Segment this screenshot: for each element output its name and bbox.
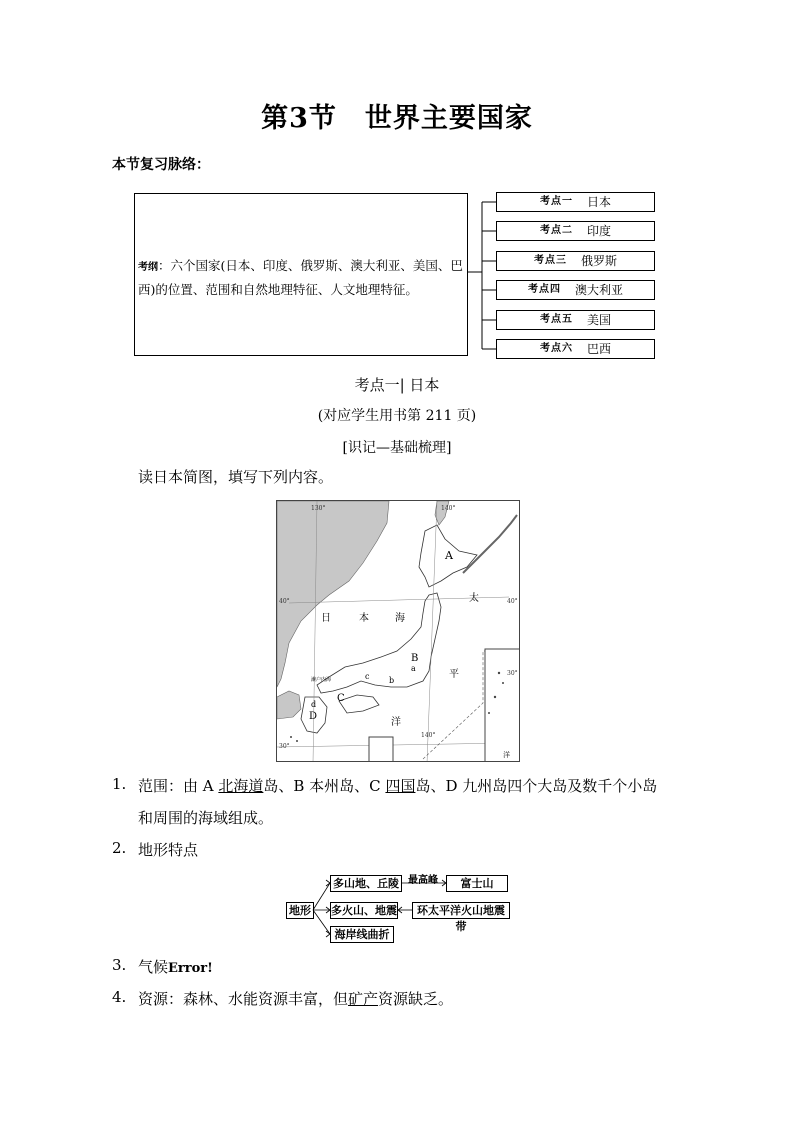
topic-name: 俄罗斯: [580, 254, 617, 268]
topic-5: [496, 310, 655, 330]
item-1-line2: 和周围的海域组成。: [138, 809, 274, 827]
map-letter: D: [309, 711, 318, 722]
item-1-text: [138, 775, 657, 796]
lon-label: 140°: [441, 505, 456, 512]
lat-label: 30°: [279, 743, 290, 750]
bracket-heading: [识记—基础梳理]: [342, 440, 452, 456]
topic-6: [496, 339, 655, 359]
topic-key: 考点五: [539, 314, 573, 325]
map-letter: B: [411, 653, 419, 664]
sea-char: 海: [395, 613, 405, 624]
map-letter: c: [365, 672, 370, 681]
topic-3: [496, 251, 655, 271]
item-1-part: 岛、B 本州岛、C: [263, 777, 386, 795]
belt-box: 环太平洋火山地震带: [412, 902, 510, 919]
answer-minerals: 矿产: [348, 990, 379, 1008]
page-ref: (对应学生用书第 211 页): [317, 408, 477, 424]
topic-name: 印度: [586, 224, 611, 238]
map-letter: C: [337, 693, 345, 704]
sea-char: 日: [321, 613, 331, 624]
terrain-root: 地形: [286, 902, 314, 919]
ocean-char: 平: [449, 669, 459, 680]
topic-2: [496, 221, 655, 241]
instruction: 读日本简图，填写下列内容。: [138, 468, 334, 486]
item-4-part: 资源缺乏。: [378, 990, 454, 1008]
sea-char: 本: [359, 613, 369, 624]
map-letter: d: [311, 700, 317, 709]
outline-content: ：六个国家(日本、印度、俄罗斯、澳大利亚、美国、巴西)的位置、范围和自然地理特征、人文地理特征。: [138, 258, 463, 297]
item-3-label: 气候: [138, 958, 169, 976]
lon-label: 140°: [421, 732, 436, 739]
review-label: 本节复习脉络：: [112, 157, 210, 173]
lat-label: 40°: [507, 598, 518, 605]
topic-key: 考点一: [539, 196, 573, 207]
item-3-number: 3.: [112, 956, 127, 974]
section-number: 第3节: [261, 103, 337, 134]
lat-label: 40°: [279, 598, 290, 605]
item-4-text: [138, 988, 453, 1009]
section-heading: 考点一| 日本: [354, 376, 440, 394]
topic-1: [496, 192, 655, 212]
item-1-number: 1.: [112, 775, 127, 793]
item-3-text: [138, 956, 213, 977]
topic-name: 美国: [586, 313, 611, 327]
japan-map: [276, 500, 520, 762]
topic-name: 巴西: [586, 342, 611, 356]
topic-key: 考点三: [533, 255, 567, 266]
page-title: [0, 96, 794, 135]
japan-map-svg: [277, 501, 520, 762]
topic-name: 澳大利亚: [574, 283, 623, 297]
terrain-branch-coastline: 海岸线曲折: [330, 926, 394, 943]
item-1-part: 岛、D 九州岛四个大岛及数千个小岛: [415, 777, 658, 795]
peak-box: 富士山: [446, 875, 508, 892]
peak-label: 最高峰: [408, 875, 438, 886]
strait-label: 濑户内海: [311, 677, 332, 683]
item-2-text: 地形特点: [138, 841, 199, 859]
outline-label: 考纲: [138, 262, 158, 273]
topic-name: 日本: [586, 195, 611, 209]
topic-key: 考点二: [539, 225, 573, 236]
item-4-number: 4.: [112, 988, 127, 1006]
outline-text: [138, 255, 468, 301]
topic-key: 考点四: [527, 284, 561, 295]
item-4-part: 资源：森林、水能资源丰富，但: [138, 990, 349, 1008]
terrain-branch-volcanoes: 多火山、地震: [331, 904, 397, 917]
ocean-char: 太: [469, 593, 479, 604]
item-3-error: Error!: [168, 961, 213, 976]
terrain-branch-mountains: 多山地、丘陵: [330, 875, 402, 892]
answer-shikoku: 四国: [385, 777, 416, 795]
topic-connector: [468, 190, 498, 360]
topic-key: 考点六: [539, 343, 573, 354]
lon-label: 130°: [311, 505, 326, 512]
map-letter: A: [445, 549, 453, 562]
inset-label: 洋: [503, 751, 510, 759]
ocean-char: 洋: [391, 717, 401, 728]
lat-label: 30°: [507, 670, 518, 677]
item-1-part: 范围：由 A: [138, 777, 219, 795]
topic-4: [496, 280, 655, 300]
answer-hokkaido: 北海道: [218, 777, 264, 795]
map-letter: a: [411, 664, 416, 673]
item-2-number: 2.: [112, 839, 127, 857]
map-letter: b: [389, 676, 395, 685]
section-name: 世界主要国家: [364, 103, 533, 134]
